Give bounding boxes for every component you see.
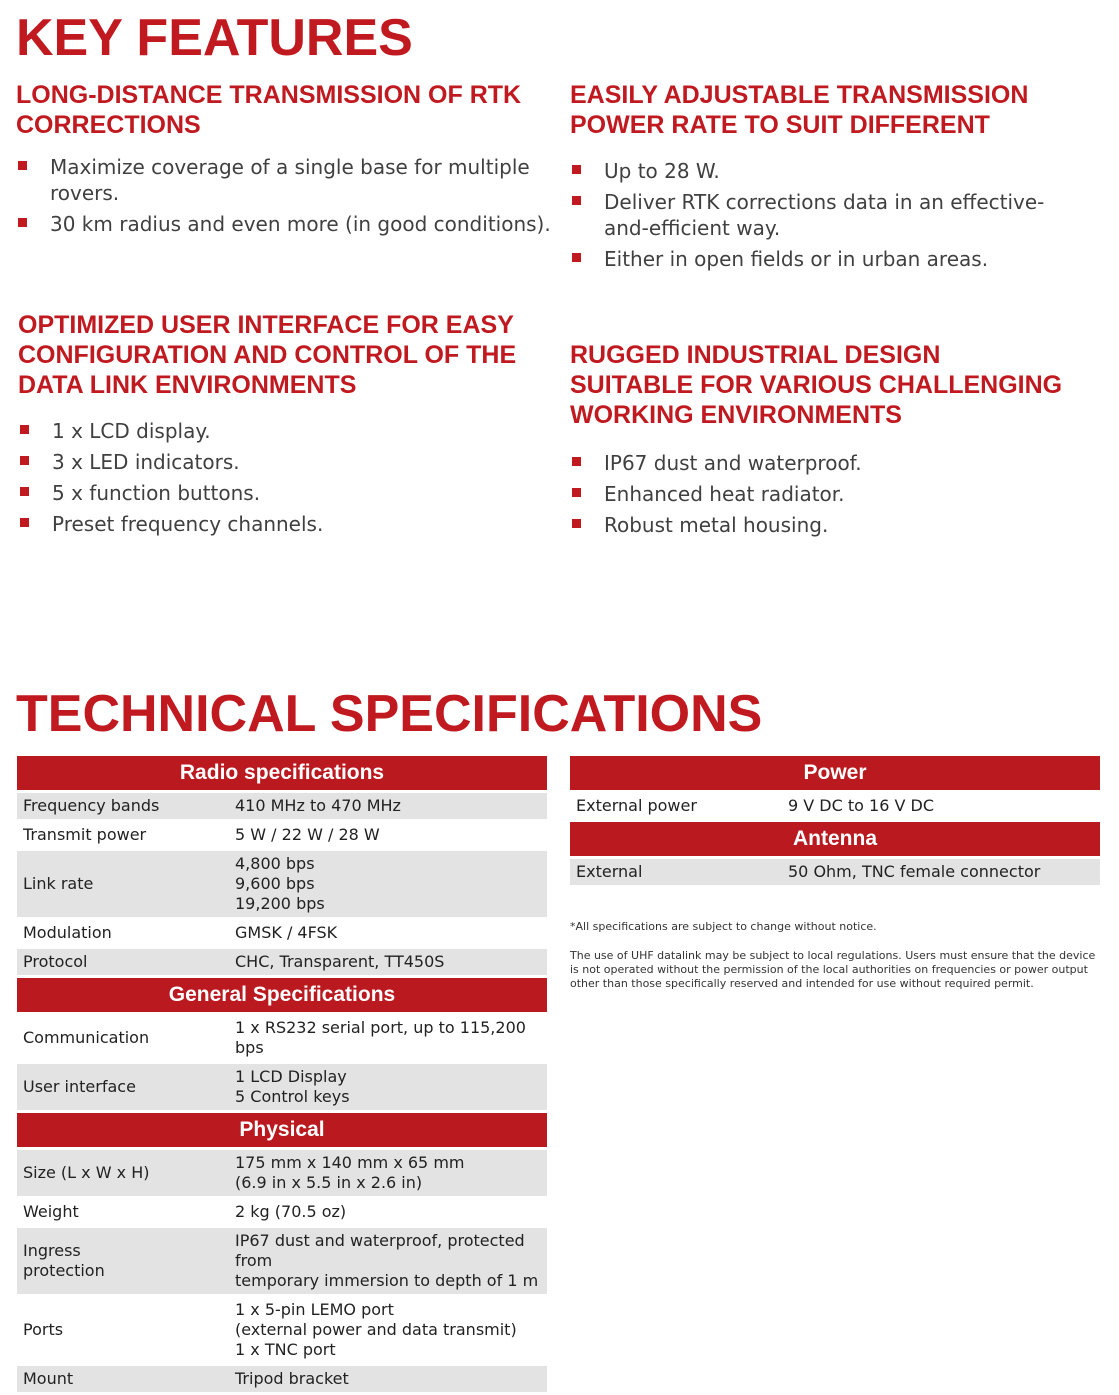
table-row: Communication 1 x RS232 serial port, up to 115,200 bps xyxy=(17,1015,547,1061)
section-header-power: Power xyxy=(570,756,1100,790)
table-row: Ingress protection IP67 dust and waterproof, protected from temporary immersion to depth of 1 m xyxy=(17,1228,547,1294)
feature-bullet: Preset frequency channels. xyxy=(18,511,538,537)
feature-bullet: Deliver RTK corrections data in an effective-and-efficient way. xyxy=(570,189,1105,241)
feature-bullet: Maximize coverage of a single base for multiple rovers. xyxy=(16,154,561,206)
bullet-square-icon xyxy=(20,487,29,496)
feature-bullet: Up to 28 W. xyxy=(570,158,1105,184)
spec-table-right xyxy=(570,753,1100,888)
feature-block-power-rate xyxy=(570,80,1105,277)
feature-bullet: 30 km radius and even more (in good conditions). xyxy=(16,211,561,237)
feature-block-transmission xyxy=(16,80,561,242)
table-row: Ports 1 x 5-pin LEMO port (external power and data transmit) 1 x TNC port xyxy=(17,1297,547,1363)
section-header-physical: Physical xyxy=(17,1113,547,1147)
table-row: Mount Tripod bracket xyxy=(17,1366,547,1392)
change-notice: *All specifications are subject to change without notice. xyxy=(570,920,877,933)
feature-bullet-list xyxy=(570,450,1070,538)
regulations-note: The use of UHF datalink may be subject to local regulations. Users must ensure that the device is not operated without the permission of the local authorities on frequencies or power output other than those specifically reserved and intended for use without required permit. xyxy=(570,949,1096,990)
feature-bullet: Robust metal housing. xyxy=(570,512,1070,538)
section-header-antenna: Antenna xyxy=(570,822,1100,856)
feature-bullet: Enhanced heat radiator. xyxy=(570,481,1070,507)
section-header-radio: Radio specifications xyxy=(17,756,547,790)
bullet-square-icon xyxy=(572,488,581,497)
feature-bullet: IP67 dust and waterproof. xyxy=(570,450,1070,476)
table-row: Size (L x W x H) 175 mm x 140 mm x 65 mm (6.9 in x 5.5 in x 2.6 in) xyxy=(17,1150,547,1196)
bullet-square-icon xyxy=(572,196,581,205)
table-row: Modulation GMSK / 4FSK xyxy=(17,920,547,946)
table-row: Weight 2 kg (70.5 oz) xyxy=(17,1199,547,1225)
bullet-square-icon xyxy=(18,218,27,227)
bullet-square-icon xyxy=(20,456,29,465)
table-row: User interface 1 LCD Display 5 Control keys xyxy=(17,1064,547,1110)
feature-title: RUGGED INDUSTRIAL DESIGN SUITABLE FOR VARIOUS CHALLENGING WORKING ENVIRONMENTS xyxy=(570,341,1063,429)
feature-block-user-interface xyxy=(18,310,538,542)
table-row: Link rate 4,800 bps 9,600 bps 19,200 bps xyxy=(17,851,547,917)
feature-bullet-list xyxy=(570,158,1105,272)
feature-block-rugged-design xyxy=(570,340,1070,543)
technical-specifications-title: TECHNICAL SPECIFICATIONS xyxy=(16,685,763,743)
table-row: Frequency bands 410 MHz to 470 MHz xyxy=(17,793,547,819)
feature-bullet: 1 x LCD display. xyxy=(18,418,538,444)
spec-table-left xyxy=(17,753,547,1395)
feature-bullet-list xyxy=(16,154,561,237)
feature-title: EASILY ADJUSTABLE TRANSMISSION POWER RATE TO SUIT DIFFERENT xyxy=(570,81,1029,139)
bullet-square-icon xyxy=(572,519,581,528)
bullet-square-icon xyxy=(20,518,29,527)
bullet-square-icon xyxy=(572,165,581,174)
bullet-square-icon xyxy=(18,161,27,170)
feature-title: LONG-DISTANCE TRANSMISSION OF RTK CORRECTIONS xyxy=(16,81,522,139)
key-features-title: KEY FEATURES xyxy=(16,9,413,67)
table-row: Transmit power 5 W / 22 W / 28 W xyxy=(17,822,547,848)
feature-bullet-list xyxy=(18,418,538,537)
feature-bullet: 5 x function buttons. xyxy=(18,480,538,506)
table-row: External 50 Ohm, TNC female connector xyxy=(570,859,1100,885)
table-row: External power 9 V DC to 16 V DC xyxy=(570,793,1100,819)
feature-bullet: 3 x LED indicators. xyxy=(18,449,538,475)
section-header-general: General Specifications xyxy=(17,978,547,1012)
feature-title: OPTIMIZED USER INTERFACE FOR EASY CONFIGURATION AND CONTROL OF THE DATA LINK ENVIRONMENTS xyxy=(18,311,517,399)
table-row: Protocol CHC, Transparent, TT450S xyxy=(17,949,547,975)
bullet-square-icon xyxy=(572,457,581,466)
bullet-square-icon xyxy=(20,425,29,434)
bullet-square-icon xyxy=(572,253,581,262)
feature-bullet: Either in open fields or in urban areas. xyxy=(570,246,1105,272)
